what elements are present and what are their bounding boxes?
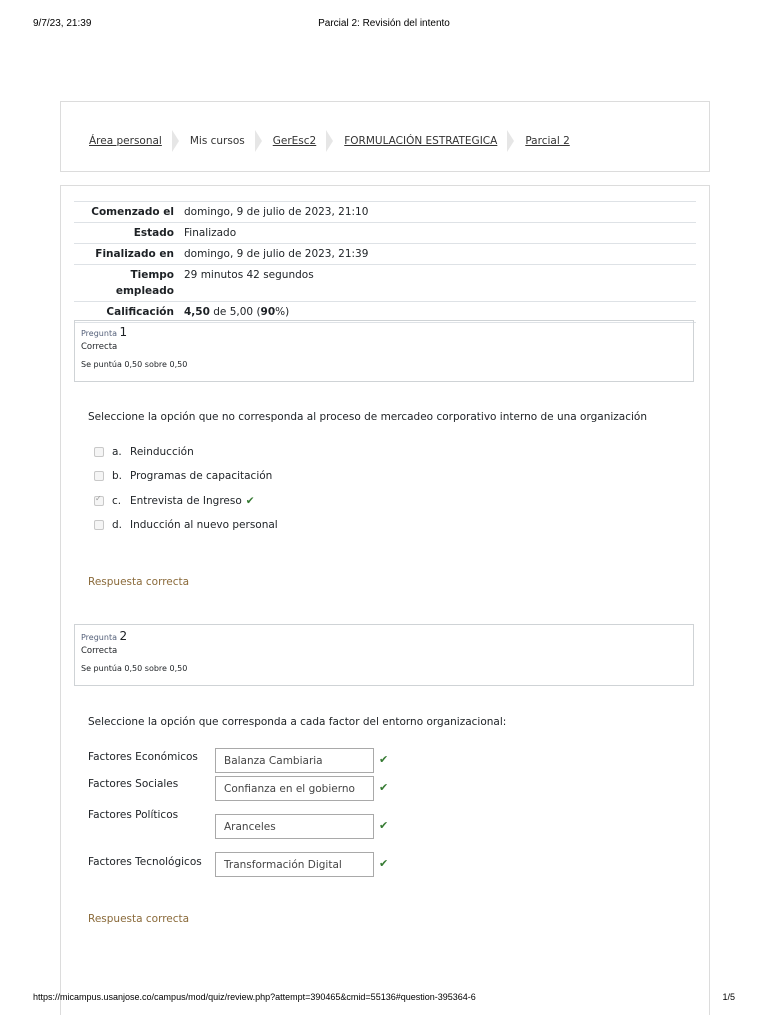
- match-label: Factores Económicos: [88, 751, 198, 763]
- question-number: [81, 325, 687, 339]
- breadcrumb-course[interactable]: GerEsc2: [272, 135, 317, 147]
- match-select[interactable]: Confianza en el gobierno: [215, 776, 374, 801]
- summary-label: Finalizado en: [95, 248, 174, 260]
- summary-value: domingo, 9 de julio de 2023, 21:39: [184, 248, 369, 260]
- check-icon: ✔: [379, 753, 389, 766]
- time-label-line1: Tiempo: [130, 269, 174, 281]
- summary-row-state: [74, 223, 696, 244]
- summary-row-time: [74, 265, 696, 302]
- grade-score: 4,50: [184, 306, 210, 318]
- question-state: Correcta: [81, 646, 118, 656]
- question-prefix: Pregunta: [81, 329, 117, 338]
- breadcrumb-separator: [507, 130, 515, 152]
- summary-value: Finalizado: [184, 227, 237, 239]
- match-select[interactable]: Balanza Cambiaria: [215, 748, 374, 773]
- check-icon: ✔: [379, 819, 389, 832]
- question-number-value: 1: [119, 325, 128, 339]
- summary-label: Estado: [133, 227, 174, 239]
- check-icon: ✔: [379, 781, 389, 794]
- match-label: Factores Políticos: [88, 809, 179, 821]
- question-grade: Se puntúa 0,50 sobre 0,50: [81, 664, 188, 673]
- summary-label: Calificación: [106, 306, 174, 318]
- question-1-text: Seleccione la opción que no corresponda al proceso de mercadeo corporativo interno de una organización: [88, 411, 647, 423]
- check-icon: ✔: [245, 495, 255, 507]
- match-label: Factores Sociales: [88, 778, 179, 790]
- breadcrumb-section[interactable]: FORMULACIÓN ESTRATEGICA: [344, 135, 498, 147]
- question-number-value: 2: [119, 629, 128, 643]
- answer-option[interactable]: [94, 519, 278, 531]
- breadcrumb-area-personal[interactable]: Área personal: [89, 135, 162, 147]
- answer-letter: c.: [112, 495, 122, 507]
- grade-middle: de 5,00 (: [209, 306, 261, 318]
- breadcrumb-separator: [255, 130, 263, 152]
- question-grade: Se puntúa 0,50 sobre 0,50: [81, 360, 188, 369]
- summary-label: Comenzado el: [91, 206, 174, 218]
- match-label: Factores Tecnológicos: [88, 856, 202, 868]
- breadcrumb-mis-cursos[interactable]: Mis cursos: [189, 135, 245, 147]
- question-state: Correcta: [81, 342, 118, 352]
- print-url: https://micampus.usanjose.co/campus/mod/quiz/review.php?attempt=390465&cmid=55136#question-395364-6: [33, 992, 476, 1002]
- question-2-feedback: Respuesta correcta: [88, 913, 190, 925]
- answer-checkbox[interactable]: [94, 471, 104, 481]
- question-1-feedback: Respuesta correcta: [88, 576, 190, 588]
- grade-percent: 90: [260, 306, 276, 318]
- question-number: [81, 629, 687, 643]
- answer-letter: b.: [112, 470, 123, 482]
- question-2-text: Seleccione la opción que corresponda a cada factor del entorno organizacional:: [88, 716, 507, 728]
- print-page-number: 1/5: [722, 992, 735, 1002]
- answer-letter: d.: [112, 519, 123, 531]
- answer-option[interactable]: [94, 470, 272, 482]
- summary-row-started: [74, 202, 696, 223]
- breadcrumb-separator: [172, 130, 180, 152]
- answer-label: Inducción al nuevo personal: [130, 519, 278, 531]
- summary-label: [74, 265, 178, 302]
- time-label-line2: empleado: [115, 285, 174, 297]
- breadcrumb: [89, 130, 570, 152]
- answer-label: Entrevista de Ingreso: [130, 495, 242, 507]
- match-select[interactable]: Aranceles: [215, 814, 374, 839]
- answer-label: Programas de capacitación: [130, 470, 273, 482]
- answer-option[interactable]: [94, 446, 194, 458]
- answer-label: Reinducción: [130, 446, 194, 458]
- question-2-info: [74, 624, 694, 686]
- question-1-info: [74, 320, 694, 382]
- grade-end: %): [275, 306, 290, 318]
- summary-value: 29 minutos 42 segundos: [184, 269, 314, 281]
- match-select[interactable]: Transformación Digital: [215, 852, 374, 877]
- answer-letter: a.: [112, 446, 122, 458]
- question-prefix: Pregunta: [81, 633, 117, 642]
- summary-value: domingo, 9 de julio de 2023, 21:10: [184, 206, 369, 218]
- answer-checkbox-checked[interactable]: [94, 496, 104, 506]
- summary-row-finished: [74, 244, 696, 265]
- breadcrumb-quiz[interactable]: Parcial 2: [525, 135, 570, 147]
- check-icon: ✔: [379, 857, 389, 870]
- print-date: 9/7/23, 21:39: [33, 18, 92, 29]
- breadcrumb-separator: [326, 130, 334, 152]
- answer-checkbox[interactable]: [94, 520, 104, 530]
- answer-checkbox[interactable]: [94, 447, 104, 457]
- print-title: Parcial 2: Revisión del intento: [318, 18, 450, 29]
- answer-option-selected[interactable]: [94, 495, 255, 507]
- quiz-review-region: [60, 185, 710, 1015]
- attempt-summary-table: [74, 201, 696, 323]
- breadcrumb-container: [60, 101, 710, 172]
